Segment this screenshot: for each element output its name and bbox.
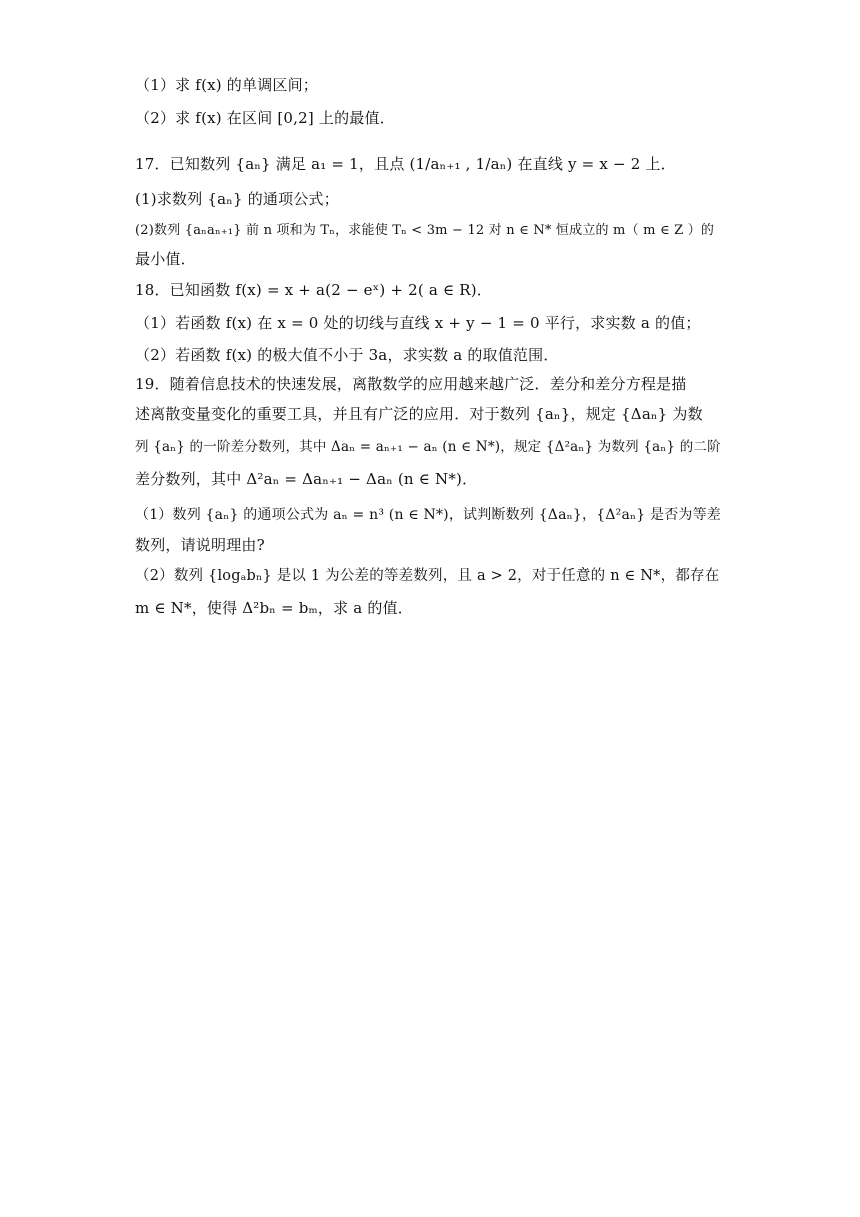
q17-stem: 17．已知数列 {aₙ} 满足 a₁ = 1，且点 (1/aₙ₊₁ , 1/aₙ) 在直线 y = x − 2 上． <box>135 155 676 173</box>
q17-part2: (2)数列 {aₙaₙ₊₁} 前 n 项和为 Tₙ，求能使 Tₙ < 3m − 12 对 n ∈ N* 恒成立的 m（ m ∈ Z ）的 <box>135 223 715 238</box>
q16-part1: （1）求 f(x) 的单调区间； <box>135 76 318 94</box>
q16-part2: （2）求 f(x) 在区间 [0,2] 上的最值． <box>135 109 395 127</box>
q18-stem: 18．已知函数 f(x) = x + a(2 − eˣ) + 2( a ∈ R)． <box>135 281 492 299</box>
q19-part2-cont: m ∈ N*，使得 Δ²bₙ = bₘ，求 a 的值． <box>135 599 413 617</box>
q18-part1: （1）若函数 f(x) 在 x = 0 处的切线与直线 x + y − 1 = 0 平行，求实数 a 的值； <box>135 314 701 332</box>
q19-stem-2: 述离散变量变化的重要工具，并且有广泛的应用．对于数列 {aₙ}，规定 {Δaₙ} 为数 <box>135 405 703 423</box>
q19-part1: （1）数列 {aₙ} 的通项公式为 aₙ = n³ (n ∈ N*)，试判断数列 {Δaₙ}，{Δ²aₙ} 是否为等差 <box>135 507 722 523</box>
q19-part2: （2）数列 {logₐbₙ} 是以 1 为公差的等差数列，且 a > 2，对于任意的 n ∈ N*，都存在 <box>135 568 720 584</box>
q19-stem-1: 19．随着信息技术的快速发展，离散数学的应用越来越广泛．差分和差分方程是描 <box>135 375 687 393</box>
q19-stem-4: 差分数列，其中 Δ²aₙ = Δaₙ₊₁ − Δaₙ (n ∈ N*)． <box>135 470 478 488</box>
q17-part1: (1)求数列 {aₙ} 的通项公式； <box>135 190 339 208</box>
q19-stem-3: 列 {aₙ} 的一阶差分数列，其中 Δaₙ = aₙ₊₁ − aₙ (n ∈ N*)，规定 {Δ²aₙ} 为数列 {aₙ} 的二阶 <box>135 439 721 455</box>
q18-part2: （2）若函数 f(x) 的极大值不小于 3a，求实数 a 的取值范围． <box>135 346 559 364</box>
q19-part1-cont: 数列，请说明理由? <box>135 536 265 554</box>
q17-part2-cont: 最小值． <box>135 250 196 268</box>
